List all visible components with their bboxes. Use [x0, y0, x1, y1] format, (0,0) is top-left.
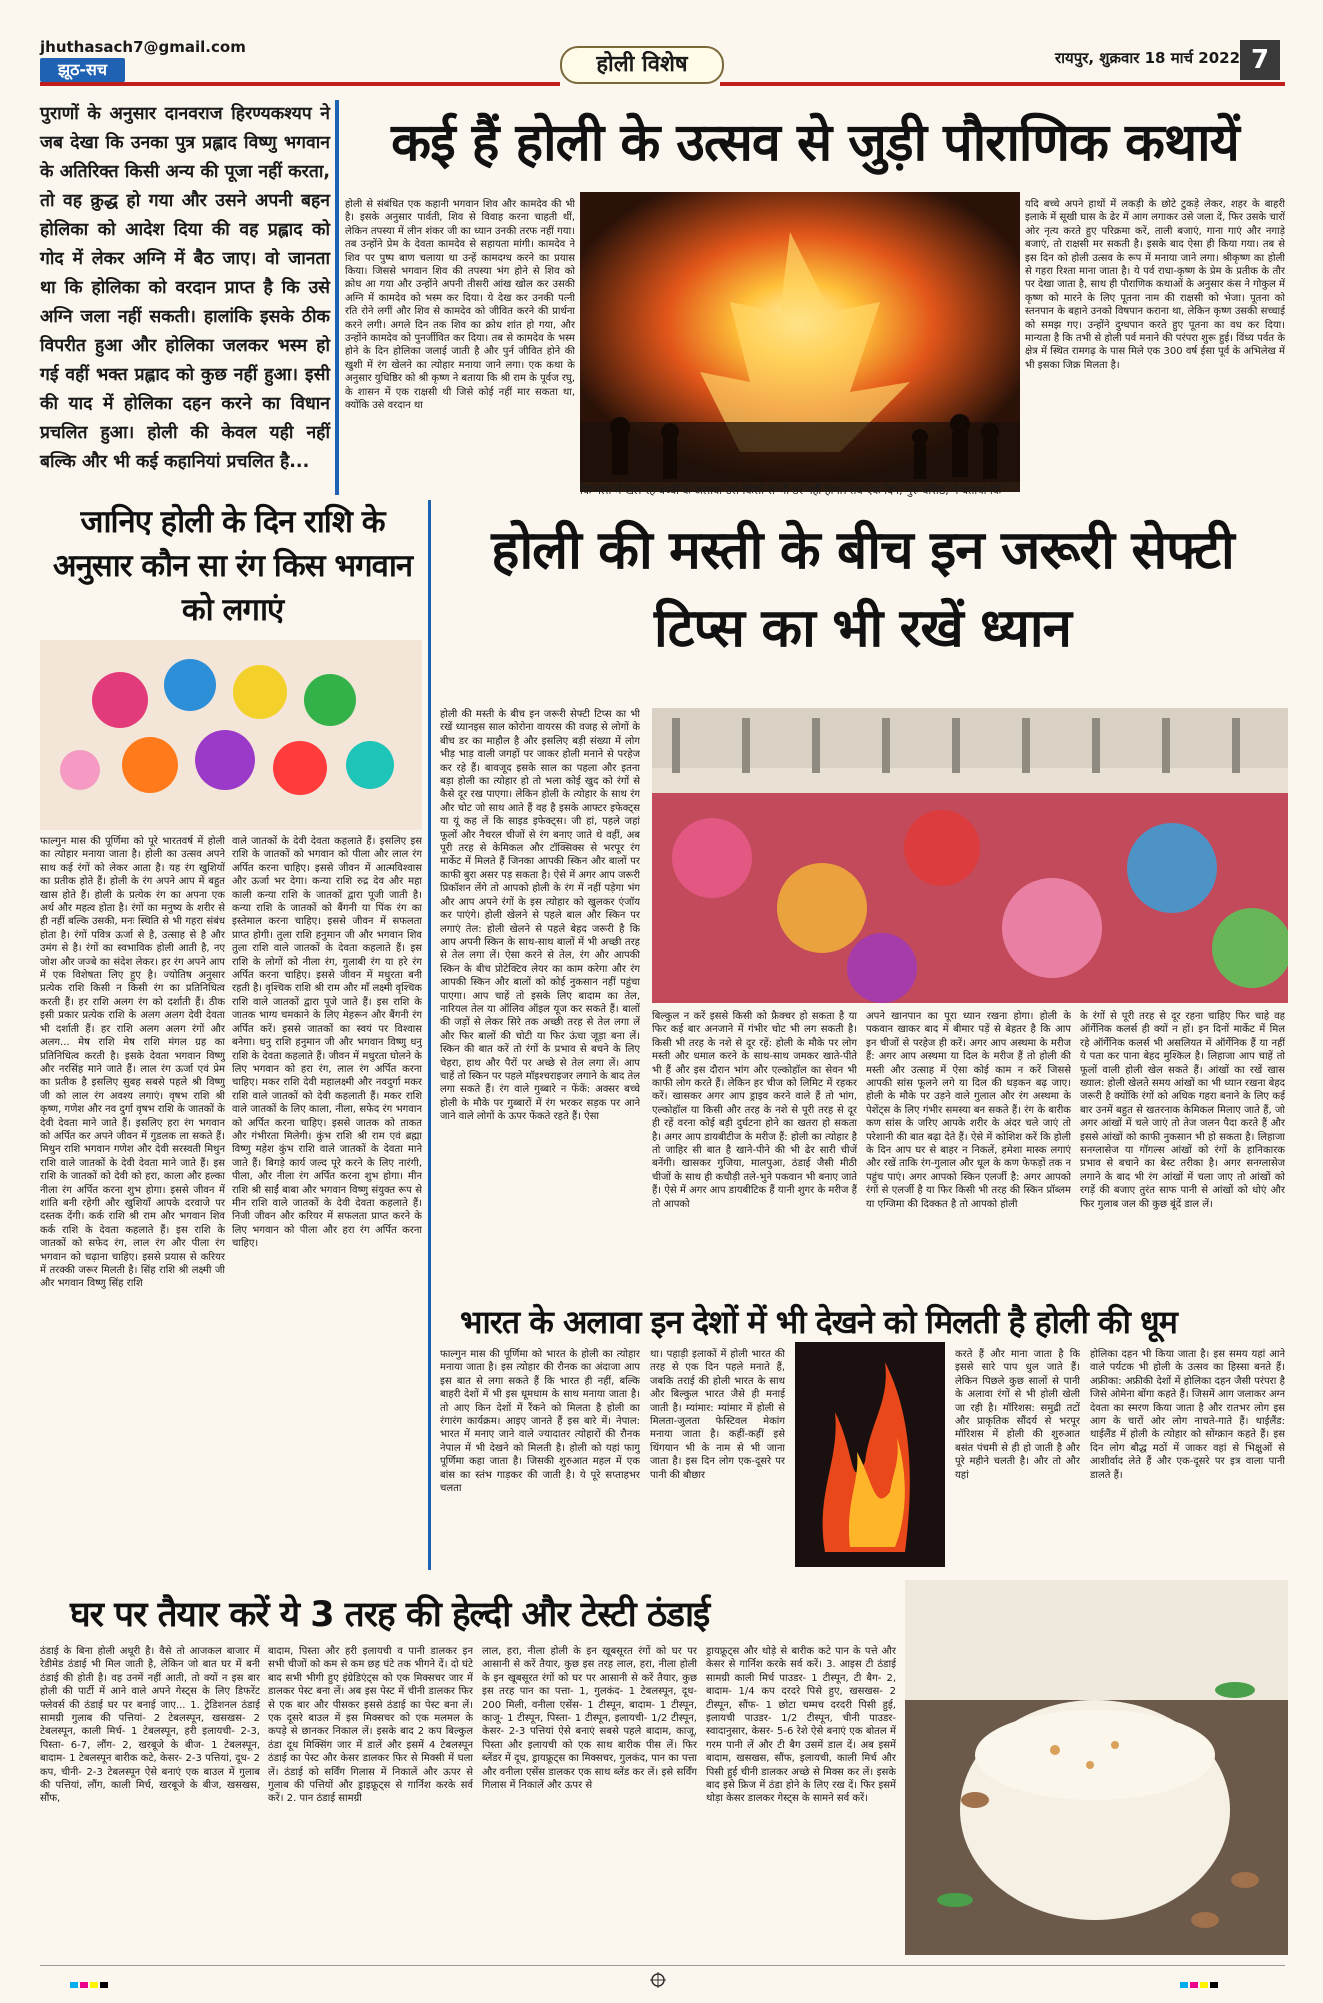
page-number: 7	[1240, 40, 1280, 80]
headline-thandai: घर पर तैयार करें ये 3 तरह की हेल्दी और टेस्टी ठंडाई	[70, 1595, 710, 1635]
header-email: jhuthasach7@gmail.com	[40, 38, 246, 56]
header-rule-right	[720, 82, 1285, 86]
article-text: होली की मस्ती के बीच इन जरूरी सेफ्टी टिप्स का भी रखें ध्यानइस साल कोरोना वायरस की वजह से लोगों के बीच डर का माहौल है और इसलिए बड़ी संख्या में लोग भीड़ भाड़ वाली जगहों पर जाकर होली मनाने से परहेज कर रहे हैं। बावजूद इसके साल का पहला और इतना बड़ा होली का त्योहार हो तो भला कोई खुद को रंगों से कैसे दूर रख पाएगा। लेकिन होली के त्योहार के साथ रंग और चोट जो साथ आते हैं वह है इसके आफ्टर इफेक्ट्स या यूं कह लें कि साइड इफेक्ट्स। जी हां, पहले जहां फूलों और नैचरल चीजों से रंग बनाए जाते थे वहीं, अब पूरी तरह से केमिकल और टॉक्सिक्स से भरपूर रंग मार्केट में मिलते हैं जिनका आपकी स्किन और बालों पर काफी बुरा असर पड़ सकता है। ऐसे में अगर आप जरूरी प्रिकॉशन लेंगे तो आपको होली के रंग में नहीं पड़ेगा भंग और आप अपने रंगों के इस त्योहार को खुलकर एंजॉय कर पाएंगे। होली खेलने से पहले बाल और स्किन पर लगाएं तेल: होली खेलने से पहले बेहद जरूरी है कि आप अपनी स्किन के साथ-साथ बालों में भी अच्छी तरह से तेल लगा लें। ऐसा करने से तेल, रंग और आपकी स्किन के बीच प्रोटेक्टिव लेयर का काम करेगा और रंग आपकी स्किन और बालों को कोई नुकसान नहीं पहुंचा पाएगा। आप चाहें तो इसके लिए बादाम का तेल, नारियल तेल या ऑलिव ऑइल यूज कर सकते हैं। बालों की जड़ों से लेकर सिरे तक अच्छी तरह से तेल लगा लें और फिर बालों की चोटी या फिर ऊंचा जूड़ा बना लें। स्किन की बात करें तो रंगों के प्रभाव से बचने के लिए चेहरा, हाथ और पैरों पर अच्छे से तेल लगा लें। आप चाहें तो स्किन पर पहले मॉइश्चराइजर लगाने के बाद तेल लगा सकते हैं। रंग वाले गुब्बारे न फेंकें: अक्सर बच्चे होली के मौके पर गुब्बारों में रंग भरकर सड़क पर आने जाने वाले लोगों के ऊपर फेंकते रहते हैं। ऐसा	[440, 709, 640, 1123]
colour-powder-photo	[40, 640, 422, 830]
article-text: फाल्गुन मास की पूर्णिमा को भारत के होली का त्योहार मनाया जाता है। इस त्योहार की रौनक का अंदाजा आप इस बात से लगा सकते हैं कि भारत ही नहीं, बल्कि बाहरी देशों में भी इस धूमधाम के साथ मनाया जाता है। तो आए किन देशों में रैंकने को मिलता है होली का रंगारंग कार्यक्रम। आइए जानते हैं इस बारे में। नेपाल: भारत में मनाए जाने वाले ज्यादातर त्योहारों की रौनक नेपाल में भी देखने को मिलती है। होली को यहां फागु पूर्णिमा कहा जाता है। जिसकी शुरुआत महल में एक बांस का स्तंभ गाड़कर की जाती है। ये पूरे सप्ताहभर चलता	[440, 1349, 640, 1495]
article-text: लाल, हरा, नीला होली के इन खूबसूरत रंगों को घर पर आसानी से करें तैयार, कुछ इस तरह लाल, हरा, नीला होली के इन खूबसूरत रंगों को घर पर आसानी से करें तैयार, कुछ इस तरह पान का पत्ता- 1, गुलकंद- 1 टेबलस्पून, दूध- 200 मिली, वनीला एसेंस- 1 टीस्पून, बादाम- 1 टीस्पून, काजू- 1 टीस्पून, पिस्ता- 1 टीस्पून, इलायची- 1/2 टीस्पून, केसर- 2-3 पत्तियां ऐसे बनाएं सबसे पहले बादाम, काजू, पिस्ता और इलायची को एक साथ बारीक पीस लें। फिर ब्लेंडर में दूध, ड्रायफ्रूट्स का मिक्सचर, गुलकंद, पान का पत्ता और वनीला एसेंस डालकर एक साथ ब्लेंड कर लें। इसे सर्विंग गिलास में निकालें और ऊपर से	[482, 1646, 697, 1792]
holika-dahan-photo	[580, 192, 1020, 492]
headline-zodiac-colours: जानिए होली के दिन राशि के अनुसार कौन सा रंग किस भगवान को लगाएं	[52, 504, 413, 628]
headline-holi-abroad: भारत के अलावा इन देशों में भी देखने को मिलती है होली की धूम	[460, 1303, 1177, 1341]
issue-date: रायपुर, शुक्रवार 18 मार्च 2022	[1055, 49, 1241, 67]
section-title: होली विशेष	[560, 46, 724, 84]
dancer-fire-image	[795, 1342, 945, 1567]
article-text: के रंगों से पूरी तरह से दूर रहना चाहिए फिर चाहे वह ऑर्गेनिक कलर्स ही क्यों न हों। इन दिनों मार्केट में मिल रहे ऑर्गेनिक कलर्स भी असलियत में ऑर्गेनिक हैं या नहीं ये पता कर पाना बेहद मुश्किल है। लिहाजा आप चाहें तो फूलों वाली होली खेल सकते हैं। आंखों का रखें खास ख्याल: होली खेलते समय आंखों का भी ध्यान रखना बेहद जरूरी है क्योंकि रंगों को अधिक गहरा बनाने के लिए कई बार उनमें बहुत से खतरनाक केमिकल मिलाए जाते हैं, जो अगर आंखों में चले जाएं तो तेज जलन पैदा करते हैं और इससे आंखों को काफी नुकसान भी हो सकता है। लिहाजा सनग्लासेज या गॉगल्स आंखों को रंगों के हानिकारक प्रभाव से बचाने का बेस्ट तरीका है। अगर सनग्लासेज लगाने के बाद भी रंग आंखों में चला जाए तो आंखों को रगड़ें की बजाए तुरंत साफ पानी से आंखों को धोएं और फिर गुलाब जल की कुछ बूंदें डाल लें।	[1080, 1011, 1285, 1210]
headline-mythology: कई हैं होली के उत्सव से जुड़ी पौराणिक कथायें	[391, 113, 1239, 173]
article-text: वाले जातकों के देवी देवता कहलाते हैं। इसलिए इस राशि के जातकों को भगवान को पीला और लाल रंग अर्पित करना चाहिए। इससे जीवन में आत्मविश्वास और ऊर्जा भर देगा। कन्या राशि रुद्र देव और महा काली कन्या राशि के जातकों द्वारा पूजी जाती है। कन्या राशि के जातकों को बैंगनी या पिंक रंग का इस्तेमाल करना चाहिए। इससे जीवन में सफलता प्राप्त होगी। तुला राशि हनुमान जी और भगवान शिव तुला राशि वाले जातकों के देवता कहलाते हैं। इस राशि के लोगों को नीला रंग, गुलाबी रंग या हरे रंग अर्पित करना चाहिए। इससे जीवन में मधुरता बनी रहती है। वृश्चिक राशि श्री राम और माँ लक्ष्मी वृश्चिक राशि वाले जातकों द्वारा पूजे जाते हैं। इस राशि के जातक भाग्य चमकाने के लिए मेहरून और बैंगनी रंग अर्पित करें। इससे जातकों का स्वयं पर विश्वास बनेगा। धनु राशि हनुमान जी और भगवान विष्णु धनु राशि के देवता कहलाते हैं। जीवन में मधुरता घोलने के लिए भगवान को हरा रंग, लाल रंग अर्पित करना चाहिए। मकर राशि देवी महालक्ष्मी और नवदुर्गा मकर राशि वाले जातकों को देवी कहलाती हैं। मकर राशि वाले जातकों के लिए काला, नीला, सफेद रंग भगवान को अर्पित करना चाहिए। इससे जातक को ताकत और गंभीरता मिलेगी। कुंभ राशि श्री राम एवं ब्रह्मा विष्णु महेश कुंभ राशि वाले जातकों के देवता माने जाते हैं। बिगड़े कार्य जल्द पूरे करने के लिए नारंगी, पीला, और नीला रंग अर्पित करना शुभ होगा। मीन राशि श्री साईं बाबा और भगवान विष्णु संयुक्त रूप से मीन राशि वाले जातकों के देवी देवता कहलाते हैं। निजी जीवन और करियर में सफलता प्राप्त करने के लिए भगवान को पीला और हरा रंग अर्पित करना चाहिए।	[232, 836, 422, 1250]
section-logo: झूठ-सच	[40, 58, 125, 82]
registration-mark	[70, 1975, 150, 1994]
headline-safety-tips: होली की मस्ती के बीच इन जरूरी सेफ्टी टिप्स का भी रखें ध्यान	[491, 520, 1234, 659]
article-text: होली से संबंधित एक कहानी भगवान शिव और कामदेव की भी है। इसके अनुसार पार्वती, शिव से विवाह करना चाहती थीं, लेकिन तपस्या में लीन शंकर जी का ध्यान उनकी तरफ नहीं गया। तब उन्होंने प्रेम के देवता कामदेव से सहायता मांगी। कामदेव ने शिव पर पुष्प बाण चलाया था उन्हें कामदग्ध करने का प्रयास किया। जिससे भगवान शिव की तपस्या भंग होने से शिव को क्रोध आ गया और उन्होंने अपनी तीसरी आंख खोल कर उसकी अग्नि में कामदेव को भस्म कर दिया। ये देख कर उनकी पत्नी रति रोने लगीं और शिव से कामदेव को जीवित करने की प्रार्थना करने लगी। अगले दिन तक शिव का क्रोध शांत हो गया, और उन्होंने कामदेव को पुनर्जीवित कर दिया। तब से कामदेव के भस्म होने के दिन होलिका जलाई जाती है और पुर्न जीवित होने की खुशी में रंग खेलने का त्योहार मनाया जाने लगा। एक कथा के अनुसार युधिष्ठिर को श्री कृष्ण ने बताया कि श्री राम के पूर्वज रघु, के शासन में एक राक्षसी थी जिसे कोई नहीं मार सकता था, क्योंकि उसे वरदान था	[345, 199, 575, 412]
divider	[335, 100, 339, 495]
header-rule-left	[40, 82, 560, 86]
article-text: फाल्गुन मास की पूर्णिमा को पूरे भारतवर्ष में होली का त्योहार मनाया जाता है। होली का उत्सव अपने साथ कई रंगों को लेकर आता है। यह रंग खुशियों का प्रतीक होते हैं। होली के रंग अपने आप में बहुत खास होते हैं। होली के प्रत्येक रंग का अपना एक अर्थ और महत्व होता है। रंगों का मनुष्य के शरीर से ही नहीं बल्कि उसकी, मनः स्थिति से भी गहरा संबंध होता है। रंगों पवित्र ऊर्जा से है, उत्साह से है और उमंग से है। रंगों का स्वभाविक होली आती है, नए जोश और जज्बे का संदेश लेकर। हर रंग अपने आप में एक विशेषता लिए हुए है। ज्योतिष अनुसार प्रत्येक राशि किसी न किसी रंग का प्रतिनिधित्व करती हैं। हर राशि अलग रंग को दर्शाती हैं। ठीक इसी प्रकार प्रत्येक राशि के अलग अलग देवी देवता भी दर्शाती हैं। हर राशि अलग अलग रंगों और अलग... मेष राशि मेष राशि मंगल ग्रह का प्रतिनिधित्व करती है। इसके देवता भगवान विष्णु और नरसिंह माने जाते हैं। लाल रंग ऊर्जा एवं प्रेम का प्रतीक है इसलिए सुबह सबसे पहले श्री विष्णु जी को लाल रंग अवश्य लगाएं। वृषभ राशि श्री कृष्ण, गणेश और नव दुर्गा वृषभ राशि के जातकों के देवी देवता माने जाते हैं। इसलिए हरा रंग भगवान को अर्पित कर अपने जीवन में गुडलक ला सकते हैं। मिथुन राशि भगवान गणेश और देवी सरस्वती मिथुन राशि वाले जातकों के देवी देवता माने जाते हैं। इस राशि के जातकों को देवी को हरा, काला और हल्का नीला रंग अर्पित करना शुभ होगा। इससे जीवन में शांति बनी रहेगी और खुशियाँ आपके दरवाजे पर दस्तक देंगी। कर्क राशि श्री राम और भगवान शिव कर्क राशि के देवता कहलाते हैं। इस राशि के जातकों को सफेद रंग, लाल रंग और पीला रंग भगवान को चढ़ाना चाहिए। इससे प्रयास से करियर में तरक्की जरूर मिलती है। सिंह राशि श्री लक्ष्मी जी और भगवान विष्णु सिंह राशि	[40, 836, 225, 1290]
registration-mark	[1180, 1975, 1260, 1994]
divider	[428, 500, 431, 1570]
article-text: करते हैं और माना जाता है कि इससे सारे पाप धुल जाते हैं। लेकिन पिछले कुछ सालों से पानी के अलावा रंगों से भी होली खेली जा रही है। मॉरिशस: समुद्री तटों और प्राकृतिक सौंदर्य से भरपूर मॉरिशस में होली की शुरुआत बसंत पंचमी से ही हो जाती है और पूरे महीने चलती है। और तो और यहां	[955, 1349, 1080, 1481]
article-text: अपने खानपान का पूरा ध्यान रखना होगा। होली के पकवान खाकर बाद में बीमार पड़ें से बेहतर है कि आप इन चीजों से परहेज ही करें। अगर आप अस्थमा के मरीज हैं: अगर आप अस्थमा या दिल के मरीज हैं तो होली की मस्ती और उत्साह में ऐसा कोई काम न करें जिससे आपकी सांस फूलने लगे या दिल की धड़कन बढ़ जाए। होली के मौके पर उड़ने वाले गुलाल और रंग अस्थमा के पेशेंट्स के लिए गंभीर समस्या बन सकते हैं। रंग के बारीक कण सांस के जरिए आपके शरीर के अंदर चले जाएं तो परेशानी की बात बढ़ा देते हैं। ऐसे में कोशिश करें कि होली के दिन आप घर से बाहर न निकलें, हमेशा मास्क लगाएं और रखें ताकि रंग-गुलाल और धूल के कण फेफड़ों तक न पहुंच पाएं। अगर आपको स्किन एलर्जी है: अगर आपको रंगों से एलर्जी है या फिर किसी भी तरह की स्किन प्रॉब्लम या एग्जिमा की दिक्कत है तो आपको होली	[866, 1011, 1071, 1210]
article-text: बादाम, पिस्ता और हरी इलायची व पानी डालकर इन सभी चीजों को कम से कम छह घंटे तक भीगने दें। दो घंटे बाद सभी भीगी हुए इंग्रेडिएंट्स को एक मिक्सचर जार में डालकर पेस्ट बना लें। अब इस पेस्ट में चीनी डालकर फिर से एक बार और पीसकर इससे ठंडाई का पेस्ट बना लें। एक दूसरे बाउल में इस मिक्सचर को एक मलमल के कपड़े से छानकर निकाल लें। इसके बाद 2 कप बिल्कुल ठंडा दूध मिक्सिंग जार में डालें और इसमें 4 टेबलस्पून ठंडाई का पेस्ट और केसर डालकर फिर से मिक्सी में घला लें। ठंडाई को सर्विंग गिलास में निकालें और ऊपर से गुलाब की पत्तियों और ड्राइफ्रूट्स से गार्निश करके सर्व करें। 2. पान ठंडाई सामग्री	[268, 1646, 473, 1805]
article-text: ठंडाई के बिना होली अधूरी है। वैसे तो आजकल बाजार में रेडीमेड ठंडाई भी मिल जाती है, लेकिन जो बात घर में बनी ठंडाई की होती है। वह उनमें नहीं आती, तो क्यों न इस बार होली की पार्टी में आने वाले अपने गेस्ट्स के लिए डिफरेंट फ्लेवर्स की ठंडाई घर पर बनाई जाए... 1. ट्रेडिशनल ठंडाई सामग्री गुलाब की पत्तियां- 2 टेबलस्पून, खसखस- 2 टेबलस्पून, काली मिर्च- 1 टेबलस्पून, हरी इलायची- 2-3, पिस्ता- 6-7, लौंग- 2, खरबूजे के बीज- 1 टेबलस्पून, बादाम- 1 टेबलस्पून बारीक कटे, केसर- 2-3 पत्तियां, दूध- 2 कप, चीनी- 2-3 टेबलस्पून ऐसे बनाएं एक बाउल में गुलाब की पत्तियां, लौंग, काली मिर्च, खरबूजे के बीज, खसखस, सौंफ,	[40, 1646, 260, 1805]
article-text: था। पहाड़ी इलाकों में होली भारत की तरह से एक दिन पहले मनाते हैं, जबकि तराई की होली भारत के साथ और बिल्कुल भारत जैसे ही मनाई जाती है। म्यांमार: म्यांमार में होली से मिलता-जुलता फेस्टिवल मेकांग मनाया जाता है। कहीं-कहीं इसे थिंगयान भी के नाम से भी जाना जाता है। इस दिन लोग एक-दूसरे पर पानी की बौछार	[650, 1349, 785, 1481]
photo-caption: कि गली में खेल रहे बच्चों के अलावा उसे किसी से भी डर नहीं होगा। तब एक दिन, गुरु वशिष्ठ, ने बताया कि	[580, 484, 1002, 497]
article-text: बिल्कुल न करें इससे किसी को फ्रैक्चर हो सकता है या फिर कई बार अनजाने में गंभीर चोट भी लग सकती है। किसी भी तरह के नशे से दूर रहें: होली के मौके पर लोग मस्ती और धमाल करने के साथ-साथ जमकर खाते-पीते भी हैं और इस दौरान भांग और एल्कोहॉल का सेवन भी काफी लोग करते हैं। लेकिन हर चीज को लिमिट में रहकर करें। खासकर अगर आप ड्राइव करने वाले हैं तो भांग, एल्कोहॉल या किसी और तरह के नशे से पूरी तरह से दूर ही रहें वरना कोई बड़ी दुर्घटना होने का खतरा हो सकता है। अगर आप डायबीटीज के मरीज हैं: होली का त्योहार है तो जाहिर सी बात है खाने-पीने की भी ढेर सारी चीजें बनेंगी। खासकर गुजिया, मालपुआ, ठंडाई जैसी मीठी चीजों के साथ ही कचौड़ी तले-भुने पकवान भी बनाए जाते हैं। ऐसे में अगर आप डायबीटिक हैं यानी शुगर के मरीज हैं तो आपको	[652, 1011, 857, 1210]
article-text: होलिका दहन भी किया जाता है। इस समय यहां आने वाले पर्यटक भी होली के उत्सव का हिस्सा बनते हैं। अफ्रीका: अफ्रीकी देशों में होलिका दहन जैसी परंपरा है जिसे ओमेना बोंगा कहते हैं। जिसमें आग जलाकर अग्न देवता का स्मरण किया जाता है और रातभर लोग इस आग के चारों ओर लोग नाचते-गाते हैं। थाईलैंड: थाईलैंड में होली के त्योहार को सोंग्क्रान कहते हैं। इस दिन लोग बौद्ध मठों में जाकर वहां से भिक्षुओं से आशीर्वाद लेते हैं और एक-दूसरे पर इत्र वाला पानी डालते हैं।	[1090, 1349, 1285, 1481]
article-text: ड्रायफ्रूट्स और थोड़े से बारीक कटे पान के पत्ते और केसर से गार्निश करके सर्व करें। 3. आइस टी ठंडाई सामग्री काली मिर्च पाउडर- 1 टीस्पून, टी बैग- 2, बादाम- 1/4 कप दरदरे पिसे हुए, खसखस- 2 टीस्पून, सौंफ- 1 छोटा चम्मच दरदरी पिसी हुई, इलायची पाउडर- 1/2 टीस्पून, चीनी पाउडर- स्वादानुसार, केसर- 5-6 रेशे ऐसे बनाएं एक बोतल में गरम पानी लें और टी बैग उसमें डाल दें। अब इसमें बादाम, खसखस, सौंफ, इलायची, काली मिर्च और पिसी हुई चीनी डालकर अच्छे से मिक्स कर लें। इसके बाद इसे फ्रिज में ठंडा होने के लिए रख दें। फिर इसमें थोड़ा केसर डालकर गेस्ट्स के सामने सर्व करें।	[706, 1646, 896, 1805]
article-text: यदि बच्चे अपने हाथों में लकड़ी के छोटे टुकड़े लेकर, शहर के बाहरी इलाके में सूखी घास के ढेर में आग लगाकर उसे जला दें, फिर उसके चारों ओर नृत्य करते हुए परिक्रमा करें, ताली बजाएं, गाना गाएं और नगाड़े बजाएं, तो राक्षसी मर सकती है। इसके बाद ऐसा ही किया गया। तब से इस दिन को होली उत्सव के रूप में मनाया जाने लगा। श्रीकृष्ण का होली से गहरा रिश्ता माना जाता है। ये पर्व राधा-कृष्ण के प्रेम के प्रतीक के तौर पर देखा जाता है, साथ ही पौराणिक कथाओं के अनुसार कंस ने गोकुल में कृष्ण को मारने के लिए पूतना नाम की राक्षसी को भेजा। पूतना को स्तनपान के बहाने उनको विषपान कराना था, लेकिन कृष्ण उसकी सच्चाई को समझ गए। उन्होंने दुग्धपान करते हुए पूतना का वध कर दिया। मान्यता है कि तभी से होली पर्व मनाने की परंपरा शुरू हुई। विंध्य पर्वत के क्षेत्र में स्थित रामगढ़ के पास मिले एक 300 वर्ष ईसा पूर्व के अभिलेख में भी इसका जिक्र मिलता है।	[1025, 199, 1285, 371]
thandai-glass-photo	[905, 1580, 1288, 1955]
intro-text: पुराणों के अनुसार दानवराज हिरण्यकश्यप ने जब देखा कि उनका पुत्र प्रह्लाद विष्णु भगवान के अतिरिक्त किसी अन्य की पूजा नहीं करता, तो वह क्रुद्ध हो गया और उसने अपनी बहन होलिका को आदेश दिया की वह प्रह्लाद को गोद में लेकर अग्नि में बैठ जाए। वो जानता था कि होलिका को वरदान प्राप्त है कि उसे अग्नि जला नहीं सकती। हालांकि इसके ठीक विपरीत हुआ और होलिका जलकर भस्म हो गई वहीं भक्त प्रह्लाद को कुछ नहीं हुआ। इसी की याद में होलिका दहन करने का विधान प्रचलित हुआ। होली की केवल यही नहीं बल्कि और भी कई कहानियां प्रचलित है...	[40, 104, 330, 472]
holi-crowd-photo	[652, 708, 1288, 1003]
registration-mark	[650, 1972, 666, 1992]
